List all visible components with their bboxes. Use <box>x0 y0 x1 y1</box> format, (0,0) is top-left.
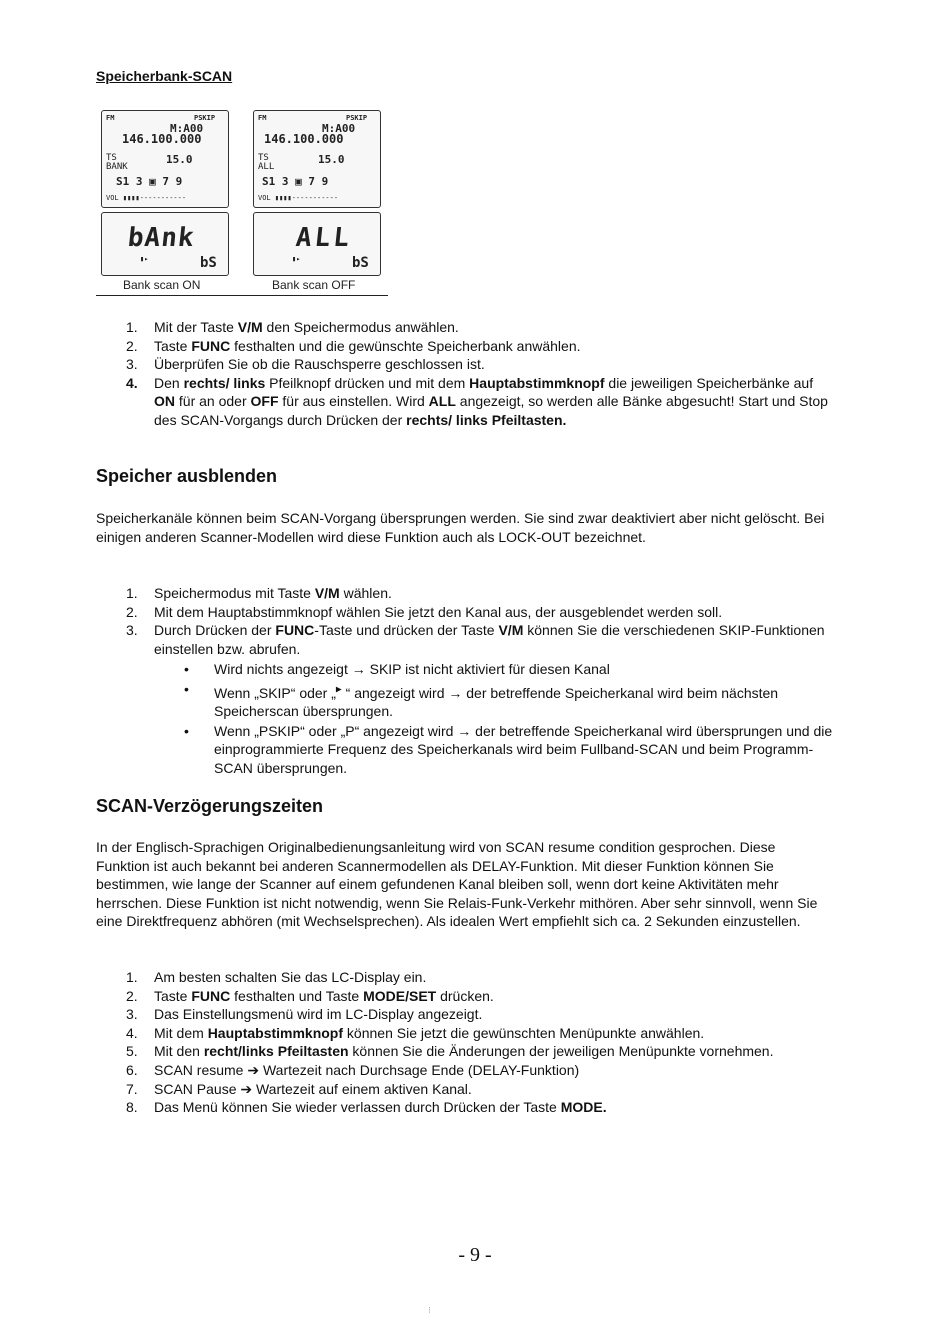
list-number: 6. <box>126 1061 138 1078</box>
list-number: 3. <box>126 1006 138 1023</box>
list-item-text: Überprüfen Sie ob die Rauschsperre geschlossen ist. <box>154 356 485 373</box>
lcd-step-value: 15.0 <box>318 153 345 166</box>
list-item-text: Speichermodus mit Taste V/M wählen. <box>154 585 392 601</box>
bullet-dot: • <box>184 680 189 697</box>
lcd-bank-row: S1 3 ▣ 7 9 <box>116 175 183 188</box>
battery-icon: ▮▸ <box>292 255 301 263</box>
paragraph-scan-delay: In der Englisch-Sprachigen Originalbedienungsanleitung wird von SCAN resume condition gesprochen. Diese Funktion ist auch bekannt bei anderen Scannermodellen als DELAY-Funktion. Mit dieser Funktion können Sie bestimmen, wie lange der Scanner auf einem gefundenen Kanal bleiben soll, wenn dort keine Aktivitäten mehr herrschen. Diese Funktion ist nicht notwendig, wenn Sie Relais-Funk-Verkehr mithören. Aber sehr sinnvoll, wenn Sie eine Direktfrequenz abhören (mit Wechselsprechen). Als idealen Wert empfiehlt sich ca. 2 Sekunden einzustellen. <box>96 839 818 930</box>
bullet-dot: • <box>184 661 189 678</box>
lcd-bank-row: S1 3 ▣ 7 9 <box>262 175 329 188</box>
bullet-dot: • <box>184 722 189 739</box>
segment-text-bank: bAnk <box>126 223 197 253</box>
list-number: 5. <box>126 1043 138 1060</box>
caption-bank-scan-off: Bank scan OFF <box>272 278 356 292</box>
list-number: 7. <box>126 1080 138 1097</box>
list-number: 4. <box>126 374 138 391</box>
bullet-item <box>154 660 836 679</box>
list-item-text: SCAN Pause ➔ Wartezeit auf einem aktiven Kanal. <box>154 1080 472 1097</box>
list-item <box>96 584 836 603</box>
list-number: 4. <box>126 1024 138 1041</box>
figure-rule <box>96 295 388 296</box>
bullet-text: Wird nichts angezeigt → SKIP ist nicht aktiviert für diesen Kanal <box>214 661 610 678</box>
list-number: 1. <box>126 969 138 985</box>
lcd-frequency: 146.100.000 <box>122 132 202 146</box>
section-heading-speicherbank-scan: Speicherbank-SCAN <box>96 68 233 84</box>
list-item <box>96 318 836 337</box>
steps-list-skip <box>96 584 836 779</box>
list-item-text: Durch Drücken der FUNC-Taste und drücken der Taste V/M können Sie die verschiedenen SKIP-Funktionen einstellen bzw. abrufen. <box>154 622 825 657</box>
list-item-text: Den rechts/ links Pfeilknopf drücken und mit dem Hauptabstimmknopf die jeweiligen Speicherbänke auf ON für an oder OFF für aus einstellen. Wird ALL angezeigt, so werden alle Bänke abgesucht! Start und Stop des SCAN-Vorgangs durch Drücken der rechts/ links Pfeiltasten. <box>154 374 828 428</box>
lcd-panel-bank <box>101 110 229 208</box>
list-number: 2. <box>126 603 138 620</box>
lcd-frequency: 146.100.000 <box>264 132 344 146</box>
bullet-text: Wenn „PSKIP“ oder „P“ angezeigt wird → der betreffende Speicherkanal wird übersprungen und die einprogrammierte Frequenz des Speicherkanals wird beim Fullband-SCAN und beim Programm-SCAN übersprungen. <box>214 722 833 776</box>
list-item <box>96 987 836 1006</box>
bullet-text: Wenn „SKIP“ oder „▸ “ angezeigt wird → der betreffende Speicherkanal wird beim nächsten Speicherscan übersprungen. <box>214 681 779 720</box>
list-item <box>96 1005 836 1024</box>
steps-list-bank-scan <box>96 318 836 430</box>
list-item-text: SCAN resume ➔ Wartezeit nach Durchsage Ende (DELAY-Funktion) <box>154 1061 580 1078</box>
lcd-ts-label: TS <box>106 153 117 163</box>
segment-small-bs: bS <box>200 255 217 271</box>
list-item-text: Das Menü können Sie wieder verlassen durch Drücken der Taste MODE. <box>154 1099 607 1116</box>
section-heading-scan-delay: SCAN-Verzögerungszeiten <box>96 796 324 816</box>
list-number: 2. <box>126 987 138 1004</box>
section-heading-speicher-ausblenden: Speicher ausblenden <box>96 466 278 486</box>
segment-text-all: ALL <box>294 223 354 253</box>
list-number: 3. <box>126 356 138 373</box>
bullet-item <box>154 680 836 721</box>
list-number: 1. <box>126 585 138 601</box>
segment-display-all <box>253 212 381 276</box>
bullet-item <box>154 722 836 778</box>
lcd-volume: VOL ▮▮▮▮----------- <box>106 194 187 202</box>
lcd-fm-label: FM <box>258 114 267 122</box>
paragraph-speicher-ausblenden: Speicherkanäle können beim SCAN-Vorgang übersprungen werden. Sie sind zwar deaktiviert aber nicht gelöscht. Bei einigen anderen Scanner-Modellen wird diese Funktion auch als LOCK-OUT bezeichnet. <box>96 510 825 545</box>
list-item-text: Am besten schalten Sie das LC-Display ein. <box>154 969 427 985</box>
list-item <box>96 337 836 356</box>
list-item-text: Das Einstellungsmenü wird im LC-Display angezeigt. <box>154 1006 483 1023</box>
list-item <box>96 355 836 374</box>
page-number: - 9 - <box>458 1244 492 1266</box>
list-number: 1. <box>126 319 138 335</box>
list-item <box>96 1098 836 1117</box>
list-item-text: Mit der Taste V/M den Speichermodus anwählen. <box>154 319 459 335</box>
skip-bullets <box>154 660 836 777</box>
lcd-mode-label: ALL <box>258 162 275 172</box>
list-item-text: Mit dem Hauptabstimmknopf wählen Sie jetzt den Kanal aus, der ausgeblendet werden soll. <box>154 603 723 620</box>
lcd-step-value: 15.0 <box>166 153 193 166</box>
lcd-fm-label: FM <box>106 114 115 122</box>
list-item <box>96 1061 836 1080</box>
battery-icon: ▮▸ <box>140 255 149 263</box>
caption-bank-scan-on: Bank scan ON <box>123 278 201 292</box>
lcd-volume: VOL ▮▮▮▮----------- <box>258 194 339 202</box>
lcd-pskip-label: PSKIP <box>346 114 368 122</box>
footer-mark: ⁝ <box>428 1305 431 1315</box>
lcd-memory-label: M:A00 <box>170 122 204 135</box>
list-item <box>96 374 836 430</box>
list-item-text: Taste FUNC festhalten und die gewünschte Speicherbank anwählen. <box>154 337 581 354</box>
lcd-pskip-label: PSKIP <box>194 114 216 122</box>
list-item <box>96 621 836 777</box>
list-number: 3. <box>126 622 138 639</box>
list-number: 8. <box>126 1099 138 1116</box>
list-item <box>96 603 836 622</box>
steps-list-scan-delay <box>96 968 836 1117</box>
segment-small-bs: bS <box>352 255 369 271</box>
lcd-figure <box>96 106 388 298</box>
list-item <box>96 1080 836 1099</box>
lcd-ts-label: TS <box>258 153 269 163</box>
list-item-text: Taste FUNC festhalten und Taste MODE/SET drücken. <box>154 987 494 1004</box>
lcd-mode-label: BANK <box>106 162 128 172</box>
list-item <box>96 1024 836 1043</box>
list-number: 2. <box>126 337 138 354</box>
list-item <box>96 968 836 987</box>
lcd-panel-all <box>253 110 381 208</box>
list-item <box>96 1042 836 1061</box>
list-item-text: Mit den recht/links Pfeiltasten können Sie die Änderungen der jeweiligen Menüpunkte vornehmen. <box>154 1043 774 1060</box>
list-item-text: Mit dem Hauptabstimmknopf können Sie jetzt die gewünschten Menüpunkte anwählen. <box>154 1024 705 1041</box>
segment-display-bank <box>101 212 229 276</box>
lcd-memory-label: M:A00 <box>322 122 356 135</box>
